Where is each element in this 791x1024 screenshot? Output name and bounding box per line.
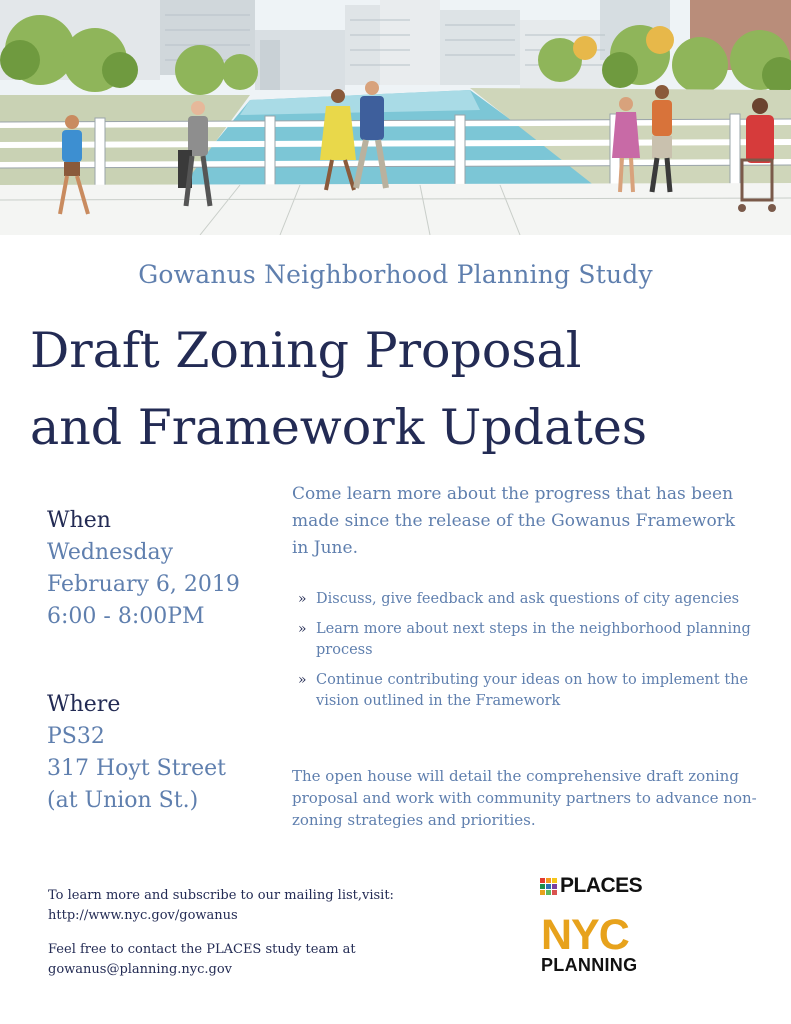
places-grid-square xyxy=(546,890,551,895)
list-item xyxy=(298,670,758,712)
study-subtitle: Gowanus Neighborhood Planning Study xyxy=(138,260,653,289)
agenda-list xyxy=(298,589,758,721)
closing-text: The open house will detail the comprehensive draft zoning proposal and work with community partners to advance non-zoning strategies and priorities. xyxy=(292,767,757,829)
event-date: February 6, 2019 xyxy=(47,572,240,597)
contact-text: Feel free to contact the PLACES study team at xyxy=(48,942,356,957)
nyc-planning-logo xyxy=(541,911,653,975)
email-link[interactable]: gowanus@planning.nyc.gov xyxy=(48,962,233,977)
intro-text: Come learn more about the progress that has been made since the release of the Gowanus Framework in June. xyxy=(292,484,736,558)
contact-paragraph xyxy=(48,940,448,980)
event-day: Wednesday xyxy=(47,540,174,565)
places-logo-text: PLACES xyxy=(560,874,643,897)
subscribe-paragraph xyxy=(48,886,448,926)
canal-promenade-illustration xyxy=(0,0,791,235)
places-grid-icon xyxy=(540,878,557,895)
when-label: When xyxy=(47,508,111,533)
places-grid-square xyxy=(540,890,545,895)
places-logo xyxy=(540,872,642,900)
list-item-text: Learn more about next steps in the neighborhood planning process xyxy=(316,621,751,658)
places-grid-square xyxy=(552,884,557,889)
planning-logo-text: PLANNING xyxy=(541,955,638,975)
footer-info xyxy=(48,886,448,994)
places-grid-square xyxy=(546,884,551,889)
places-grid-square xyxy=(552,890,557,895)
places-grid-square xyxy=(546,878,551,883)
places-grid-square xyxy=(552,878,557,883)
list-item xyxy=(298,619,758,661)
page-title xyxy=(30,312,790,466)
places-grid-square xyxy=(540,884,545,889)
places-grid-square xyxy=(540,878,545,883)
subscribe-text: To learn more and subscribe to our mailing list,visit: xyxy=(48,888,394,903)
title-line-2: and Framework Updates xyxy=(30,399,648,456)
list-item xyxy=(298,589,758,610)
when-block xyxy=(47,505,277,633)
bullet-mark: » xyxy=(298,672,307,688)
bullet-mark: » xyxy=(298,591,307,607)
title-line-1: Draft Zoning Proposal xyxy=(30,322,582,379)
venue-street: 317 Hoyt Street xyxy=(47,756,226,781)
bullet-mark: » xyxy=(298,621,307,637)
list-item-text: Continue contributing your ideas on how to implement the vision outlined in the Framework xyxy=(316,672,749,709)
nyc-logo-text: NYC xyxy=(541,911,629,959)
venue-cross-street: (at Union St.) xyxy=(47,788,199,813)
website-link[interactable]: http://www.nyc.gov/gowanus xyxy=(48,908,238,923)
where-block xyxy=(47,689,277,817)
venue-name: PS32 xyxy=(47,724,105,749)
list-item-text: Discuss, give feedback and ask questions of city agencies xyxy=(316,591,740,607)
where-label: Where xyxy=(47,692,121,717)
event-time: 6:00 - 8:00PM xyxy=(47,604,205,629)
